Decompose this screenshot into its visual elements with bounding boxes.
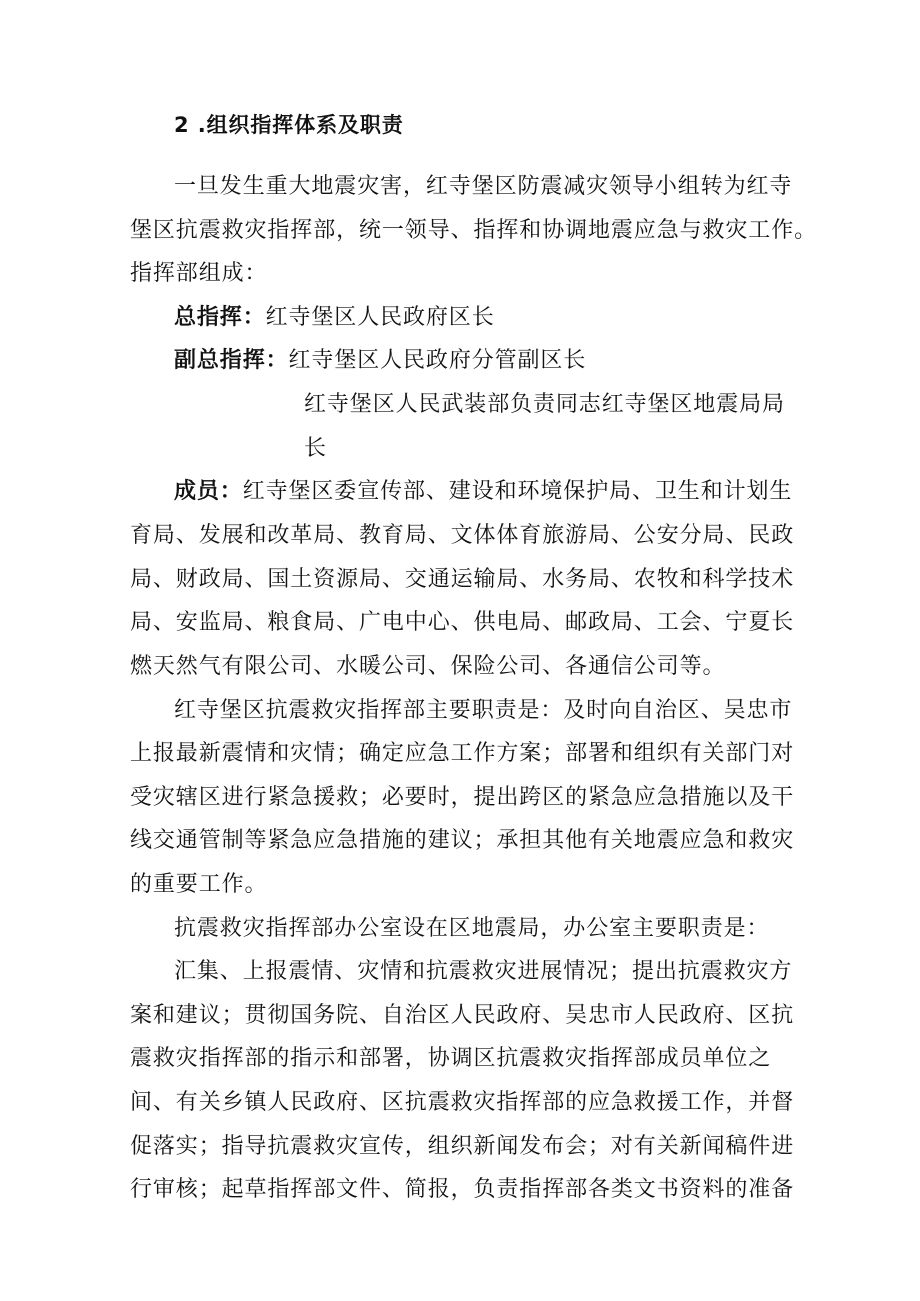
- office-duties-line-1: 汇集、上报震情、灾情和抗震救灾进展情况；提出抗震救灾方: [174, 959, 793, 984]
- intro-line-1: 一旦发生重大地震灾害，红寺堡区防震减灾领导小组转为红寺: [174, 174, 793, 199]
- deputy-continuation-2: 长: [304, 436, 327, 461]
- commander-line: [174, 303, 495, 333]
- office-duties-line-4: 间、有关乡镇人民政府、区抗震救灾指挥部的应急救援工作，并督: [130, 1090, 795, 1115]
- members-line-4: 局、安监局、粮食局、广电中心、供电局、邮政局、工会、宁夏长: [130, 610, 795, 635]
- office-duties-line-6: 行审核；起草指挥部文件、简报，负责指挥部各类文书资料的准备: [130, 1177, 795, 1202]
- duties-line-2: 上报最新震情和灾情；确定应急工作方案；部署和组织有关部门对: [130, 741, 795, 766]
- section-heading: 2 .组织指挥体系及职责: [174, 113, 404, 137]
- deputy-line: [174, 346, 586, 376]
- office-duties-line-3: 震救灾指挥部的指示和部署，协调区抗震救灾指挥部成员单位之: [130, 1046, 772, 1071]
- office-duties-line-5: 促落实；指导抗震救灾宣传，组织新闻发布会；对有关新闻稿件进: [130, 1134, 795, 1159]
- members-line-5: 燃天然气有限公司、水暖公司、保险公司、各通信公司等。: [130, 654, 726, 679]
- members-label: 成员：: [174, 479, 243, 504]
- commander-label: 总指挥：: [174, 305, 266, 330]
- intro-line-2: 堡区抗震救灾指挥部，统一领导、指挥和协调地震应急与救灾工作。: [130, 218, 818, 243]
- members-line-3: 局、财政局、国土资源局、交通运输局、水务局、农牧和科学技术: [130, 567, 795, 592]
- office-intro: 抗震救灾指挥部办公室设在区地震局，办公室主要职责是：: [174, 916, 770, 941]
- deputy-continuation-1: 红寺堡区人民武装部负责同志红寺堡区地震局局: [304, 392, 785, 417]
- members-text: 红寺堡区委宣传部、建设和环境保护局、卫生和计划生: [242, 479, 793, 504]
- members-line-2: 育局、发展和改革局、教育局、文体体育旅游局、公安分局、民政: [130, 523, 795, 548]
- commander-value: 红寺堡区人民政府区长: [265, 305, 495, 330]
- intro-line-3: 指挥部组成：: [130, 261, 268, 286]
- deputy-label: 副总指挥：: [174, 348, 289, 373]
- duties-line-1: 红寺堡区抗震救灾指挥部主要职责是：及时向自治区、吴忠市: [174, 698, 793, 723]
- deputy-value: 红寺堡区人民政府分管副区长: [288, 348, 587, 373]
- duties-line-5: 的重要工作。: [130, 872, 268, 897]
- members-line-1: [174, 477, 792, 507]
- office-duties-line-2: 案和建议；贯彻国务院、自治区人民政府、吴忠市人民政府、区抗: [130, 1003, 795, 1028]
- duties-line-4: 线交通管制等紧急应急措施的建议；承担其他有关地震应急和救灾: [130, 828, 795, 853]
- duties-line-3: 受灾辖区进行紧急援救；必要时，提出跨区的紧急应急措施以及干: [130, 785, 795, 810]
